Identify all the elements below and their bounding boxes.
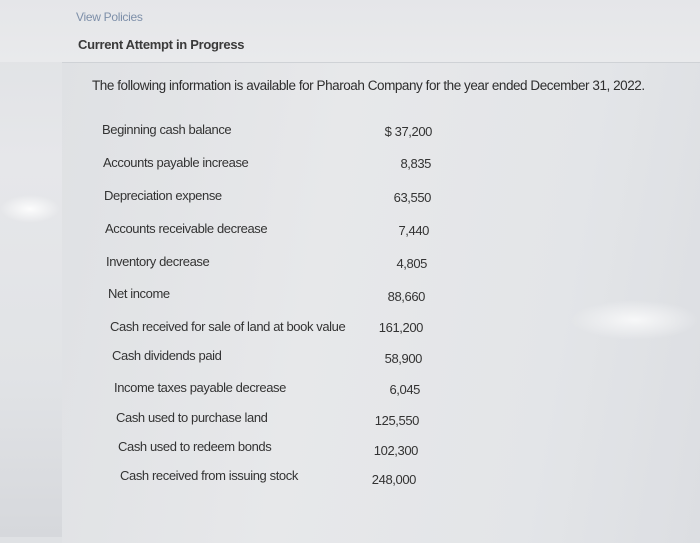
table-row-value: 63,550 bbox=[393, 190, 431, 205]
table-row-label: Net income bbox=[108, 286, 170, 301]
table-row-value: 6,045 bbox=[389, 382, 420, 397]
table-row-label: Depreciation expense bbox=[104, 188, 222, 203]
screen-glare bbox=[570, 300, 700, 340]
table-row-value: 58,900 bbox=[384, 351, 422, 366]
table-row-label: Cash used to redeem bonds bbox=[118, 439, 272, 454]
table-row-label: Accounts receivable decrease bbox=[105, 221, 268, 236]
table-row-label: Cash received from issuing stock bbox=[120, 468, 298, 483]
top-bar bbox=[0, 0, 700, 62]
table-row-label: Cash received for sale of land at book value bbox=[110, 319, 346, 334]
table-row-label: Beginning cash balance bbox=[102, 122, 232, 137]
screen-glare bbox=[0, 195, 60, 223]
question-intro: The following information is available for Pharoah Company for the year ended December 31, 2022. bbox=[92, 78, 645, 93]
table-row-value: 102,300 bbox=[373, 443, 418, 458]
table-row-value: 7,440 bbox=[398, 223, 429, 238]
table-row-value: 248,000 bbox=[371, 472, 416, 487]
table-row-value: 161,200 bbox=[378, 320, 423, 335]
table-row-label: Cash used to purchase land bbox=[116, 410, 268, 425]
table-row-label: Accounts payable increase bbox=[103, 155, 249, 170]
attempt-status: Current Attempt in Progress bbox=[78, 37, 245, 52]
table-row-value: 4,805 bbox=[396, 256, 427, 271]
view-policies-link[interactable]: View Policies bbox=[76, 10, 143, 24]
table-row-value: $ 37,200 bbox=[384, 124, 432, 139]
table-row-value: 88,660 bbox=[387, 289, 425, 304]
table-row-label: Cash dividends paid bbox=[112, 348, 222, 363]
table-row-value: 125,550 bbox=[374, 413, 419, 428]
table-row-value: 8,835 bbox=[400, 156, 431, 171]
table-row-label: Income taxes payable decrease bbox=[114, 380, 286, 395]
table-row-label: Inventory decrease bbox=[106, 254, 210, 269]
